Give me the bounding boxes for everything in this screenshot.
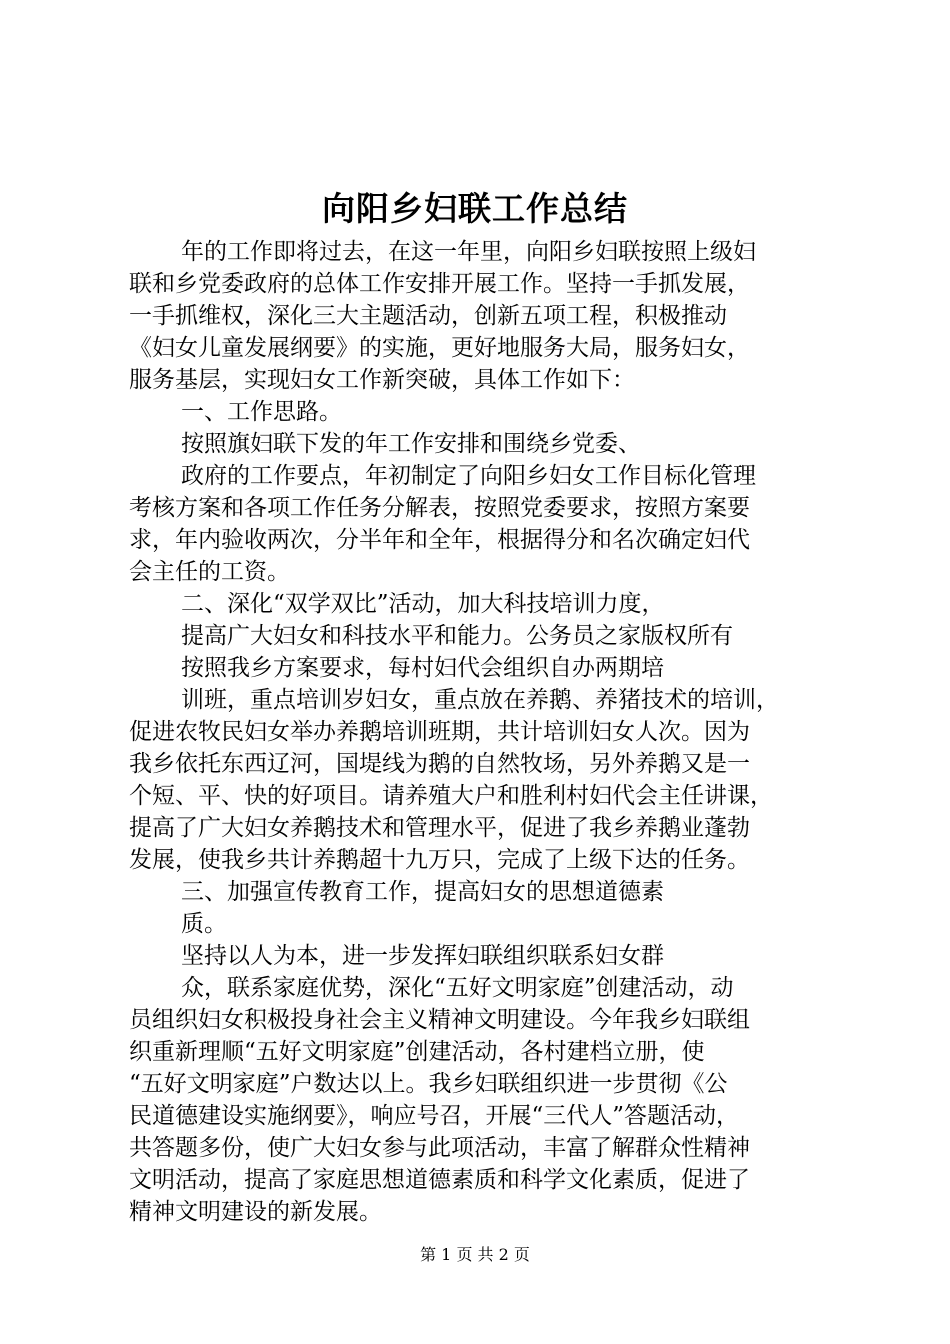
text-line: 提高广大妇女和科技水平和能力。公务员之家版权所有 <box>181 623 733 649</box>
text-line: 共答题多份，使广大妇女参与此项活动，丰富了解群众性精神 <box>129 1135 750 1161</box>
text-line: 文明活动，提高了家庭思想道德素质和科学文化素质，促进了 <box>129 1167 750 1193</box>
text-line: 织重新理顺“五好文明家庭”创建活动，各村建档立册，使 <box>129 1039 705 1065</box>
document-body <box>129 236 841 1228</box>
text-line: 《妇女儿童发展纲要》的实施，更好地服务大局，服务妇女， <box>129 335 750 361</box>
text-line: 年的工作即将过去，在这一年里，向阳乡妇联按照上级妇 <box>181 239 756 265</box>
text-line: “五好文明家庭”户数达以上。我乡妇联组织进一步贯彻《公 <box>129 1071 728 1097</box>
text-line: 一手抓维权，深化三大主题活动，创新五项工程，积极推动 <box>129 303 727 329</box>
text-line: 服务基层，实现妇女工作新突破，具体工作如下： <box>129 367 635 393</box>
text-line: 提高了广大妇女养鹅技术和管理水平，促进了我乡养鹅业蓬勃 <box>129 815 750 841</box>
text-line: 我乡依托东西辽河，国堤线为鹅的自然牧场，另外养鹅又是一 <box>129 751 750 777</box>
text-line: 训班，重点培训岁妇女，重点放在养鹅、养猪技术的培训， <box>181 687 779 713</box>
text-line: 精神文明建设的新发展。 <box>129 1199 382 1225</box>
text-line: 按照旗妇联下发的年工作安排和围绕乡党委、 <box>181 431 641 457</box>
page-title: 向阳乡妇联工作总结 <box>322 189 628 228</box>
text-line: 政府的工作要点，年初制定了向阳乡妇女工作目标化管理 <box>181 463 756 489</box>
text-line: 促进农牧民妇女举办养鹅培训班期，共计培训妇女人次。因为 <box>129 719 750 745</box>
text-line: 员组织妇女积极投身社会主义精神文明建设。今年我乡妇联组 <box>129 1007 750 1033</box>
text-line: 求，年内验收两次，分半年和全年，根据得分和名次确定妇代 <box>129 527 750 553</box>
text-line: 按照我乡方案要求，每村妇代会组织自办两期培 <box>181 655 664 681</box>
page-number: 第 1 页 共 2 页 <box>420 1245 530 1264</box>
section-heading: 二、深化“双学双比”活动，加大科技培训力度， <box>181 591 665 617</box>
text-line: 发展，使我乡共计养鹅超十九万只，完成了上级下达的任务。 <box>129 847 750 873</box>
text-line: 个短、平、快的好项目。请养殖大户和胜利村妇代会主任讲课， <box>129 783 773 809</box>
text-line: 坚持以人为本，进一步发挥妇联组织联系妇女群 <box>181 943 664 969</box>
text-line: 考核方案和各项工作任务分解表，按照党委要求，按照方案要 <box>129 495 750 521</box>
section-heading: 一、工作思路。 <box>181 399 342 425</box>
text-line: 会主任的工资。 <box>129 559 290 585</box>
section-heading: 三、加强宣传教育工作，提高妇女的思想道德素 <box>181 879 664 905</box>
section-heading: 质。 <box>181 911 227 937</box>
text-line: 联和乡党委政府的总体工作安排开展工作。坚持一手抓发展， <box>129 271 750 297</box>
text-line: 民道德建设实施纲要》，响应号召，开展“三代人”答题活动， <box>129 1103 740 1129</box>
text-line: 众，联系家庭优势，深化“五好文明家庭”创建活动，动 <box>181 975 734 1001</box>
